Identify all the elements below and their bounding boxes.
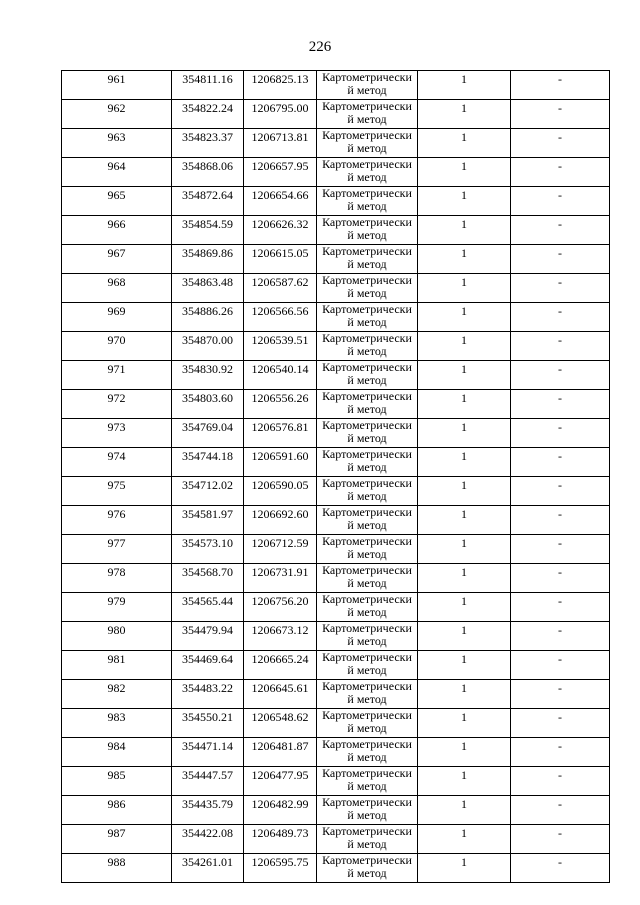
method-text-line: Картометрически — [322, 476, 412, 490]
y-coordinate-cell: 1206825.13 — [244, 71, 317, 100]
method-text-line: й метод — [347, 228, 387, 242]
table-row — [62, 825, 610, 854]
method-text-line: Картометрически — [322, 331, 412, 345]
table-row — [62, 477, 610, 506]
method-text-line: Картометрически — [322, 70, 412, 84]
table-row — [62, 419, 610, 448]
x-coordinate-cell: 354886.26 — [172, 303, 244, 332]
method-cell — [317, 129, 418, 158]
method-text-line: Картометрически — [322, 302, 412, 316]
method-text-line: й метод — [347, 692, 387, 706]
point-number-cell: 968 — [62, 274, 172, 303]
method-cell — [317, 796, 418, 825]
y-coordinate-cell: 1206626.32 — [244, 216, 317, 245]
method-cell — [317, 825, 418, 854]
table-row — [62, 245, 610, 274]
point-number-cell: 980 — [62, 622, 172, 651]
x-coordinate-cell: 354483.22 — [172, 680, 244, 709]
method-text-line: Картометрически — [322, 737, 412, 751]
accuracy-class-cell: 1 — [418, 129, 511, 158]
accuracy-class-cell: 1 — [418, 361, 511, 390]
y-coordinate-cell: 1206731.91 — [244, 564, 317, 593]
point-number-cell: 966 — [62, 216, 172, 245]
point-number-cell: 962 — [62, 100, 172, 129]
page-number: 226 — [308, 39, 332, 55]
x-coordinate-cell: 354471.14 — [172, 738, 244, 767]
table-row — [62, 71, 610, 100]
y-coordinate-cell: 1206713.81 — [244, 129, 317, 158]
method-cell — [317, 71, 418, 100]
method-cell — [317, 622, 418, 651]
method-cell — [317, 738, 418, 767]
method-cell — [317, 274, 418, 303]
point-number-cell: 961 — [62, 71, 172, 100]
accuracy-class-cell: 1 — [418, 187, 511, 216]
accuracy-class-cell: 1 — [418, 593, 511, 622]
note-cell: - — [511, 100, 610, 129]
y-coordinate-cell: 1206590.05 — [244, 477, 317, 506]
note-cell: - — [511, 709, 610, 738]
point-number-cell: 982 — [62, 680, 172, 709]
x-coordinate-cell: 354822.24 — [172, 100, 244, 129]
accuracy-class-cell: 1 — [418, 767, 511, 796]
method-text-line: Картометрически — [322, 853, 412, 867]
y-coordinate-cell: 1206665.24 — [244, 651, 317, 680]
method-text-line: Картометрически — [322, 795, 412, 809]
point-number-cell: 981 — [62, 651, 172, 680]
y-coordinate-cell: 1206556.26 — [244, 390, 317, 419]
x-coordinate-cell: 354830.92 — [172, 361, 244, 390]
method-cell — [317, 361, 418, 390]
accuracy-class-cell: 1 — [418, 216, 511, 245]
method-text-line: й метод — [347, 141, 387, 155]
point-number-cell: 967 — [62, 245, 172, 274]
table-row — [62, 100, 610, 129]
method-cell — [317, 680, 418, 709]
accuracy-class-cell: 1 — [418, 796, 511, 825]
method-cell — [317, 506, 418, 535]
y-coordinate-cell: 1206712.59 — [244, 535, 317, 564]
x-coordinate-cell: 354803.60 — [172, 390, 244, 419]
table-row — [62, 738, 610, 767]
note-cell: - — [511, 854, 610, 883]
method-text-line: Картометрически — [322, 186, 412, 200]
method-cell — [317, 390, 418, 419]
method-text-line: Картометрически — [322, 621, 412, 635]
x-coordinate-cell: 354870.00 — [172, 332, 244, 361]
x-coordinate-cell: 354823.37 — [172, 129, 244, 158]
method-text-line: й метод — [347, 547, 387, 561]
accuracy-class-cell: 1 — [418, 419, 511, 448]
method-cell — [317, 187, 418, 216]
accuracy-class-cell: 1 — [418, 622, 511, 651]
accuracy-class-cell: 1 — [418, 245, 511, 274]
method-text-line: й метод — [347, 344, 387, 358]
method-text-line: й метод — [347, 808, 387, 822]
method-cell — [317, 448, 418, 477]
note-cell: - — [511, 651, 610, 680]
point-number-cell: 985 — [62, 767, 172, 796]
method-text-line: й метод — [347, 837, 387, 851]
note-cell: - — [511, 216, 610, 245]
table-row — [62, 854, 610, 883]
accuracy-class-cell: 1 — [418, 332, 511, 361]
method-text-line: Картометрически — [322, 679, 412, 693]
y-coordinate-cell: 1206576.81 — [244, 419, 317, 448]
x-coordinate-cell: 354863.48 — [172, 274, 244, 303]
table-row — [62, 361, 610, 390]
x-coordinate-cell: 354581.97 — [172, 506, 244, 535]
note-cell: - — [511, 622, 610, 651]
note-cell: - — [511, 187, 610, 216]
method-text-line: й метод — [347, 460, 387, 474]
accuracy-class-cell: 1 — [418, 506, 511, 535]
y-coordinate-cell: 1206756.20 — [244, 593, 317, 622]
accuracy-class-cell: 1 — [418, 738, 511, 767]
method-text-line: й метод — [347, 199, 387, 213]
method-cell — [317, 564, 418, 593]
y-coordinate-cell: 1206548.62 — [244, 709, 317, 738]
x-coordinate-cell: 354872.64 — [172, 187, 244, 216]
note-cell: - — [511, 274, 610, 303]
accuracy-class-cell: 1 — [418, 825, 511, 854]
method-text-line: й метод — [347, 315, 387, 329]
note-cell: - — [511, 680, 610, 709]
method-text-line: й метод — [347, 605, 387, 619]
point-number-cell: 971 — [62, 361, 172, 390]
method-text-line: й метод — [347, 663, 387, 677]
accuracy-class-cell: 1 — [418, 274, 511, 303]
y-coordinate-cell: 1206615.05 — [244, 245, 317, 274]
method-cell — [317, 535, 418, 564]
x-coordinate-cell: 354712.02 — [172, 477, 244, 506]
method-text-line: Картометрически — [322, 534, 412, 548]
point-number-cell: 972 — [62, 390, 172, 419]
method-text-line: й метод — [347, 170, 387, 184]
y-coordinate-cell: 1206591.60 — [244, 448, 317, 477]
coordinates-table-body — [62, 71, 610, 883]
method-text-line: Картометрически — [322, 389, 412, 403]
note-cell: - — [511, 390, 610, 419]
y-coordinate-cell: 1206795.00 — [244, 100, 317, 129]
accuracy-class-cell: 1 — [418, 709, 511, 738]
accuracy-class-cell: 1 — [418, 303, 511, 332]
table-row — [62, 535, 610, 564]
method-cell — [317, 477, 418, 506]
note-cell: - — [511, 796, 610, 825]
method-text-line: Картометрически — [322, 418, 412, 432]
method-text-line: й метод — [347, 257, 387, 271]
accuracy-class-cell: 1 — [418, 477, 511, 506]
accuracy-class-cell: 1 — [418, 680, 511, 709]
y-coordinate-cell: 1206489.73 — [244, 825, 317, 854]
note-cell: - — [511, 738, 610, 767]
method-cell — [317, 100, 418, 129]
method-text-line: й метод — [347, 634, 387, 648]
point-number-cell: 976 — [62, 506, 172, 535]
method-text-line: Картометрически — [322, 592, 412, 606]
method-text-line: Картометрически — [322, 824, 412, 838]
note-cell: - — [511, 361, 610, 390]
y-coordinate-cell: 1206657.95 — [244, 158, 317, 187]
method-text-line: Картометрически — [322, 157, 412, 171]
table-row — [62, 622, 610, 651]
table-row — [62, 680, 610, 709]
y-coordinate-cell: 1206673.12 — [244, 622, 317, 651]
x-coordinate-cell: 354447.57 — [172, 767, 244, 796]
method-cell — [317, 158, 418, 187]
point-number-cell: 986 — [62, 796, 172, 825]
x-coordinate-cell: 354568.70 — [172, 564, 244, 593]
method-cell — [317, 245, 418, 274]
method-cell — [317, 593, 418, 622]
method-text-line: Картометрически — [322, 766, 412, 780]
note-cell: - — [511, 419, 610, 448]
table-row — [62, 709, 610, 738]
table-row — [62, 448, 610, 477]
note-cell: - — [511, 448, 610, 477]
y-coordinate-cell: 1206539.51 — [244, 332, 317, 361]
accuracy-class-cell: 1 — [418, 158, 511, 187]
y-coordinate-cell: 1206595.75 — [244, 854, 317, 883]
point-number-cell: 978 — [62, 564, 172, 593]
method-text-line: й метод — [347, 779, 387, 793]
accuracy-class-cell: 1 — [418, 535, 511, 564]
method-cell — [317, 419, 418, 448]
table-row — [62, 593, 610, 622]
accuracy-class-cell: 1 — [418, 71, 511, 100]
table-row — [62, 158, 610, 187]
note-cell: - — [511, 129, 610, 158]
table-row — [62, 506, 610, 535]
method-cell — [317, 303, 418, 332]
method-text-line: Картометрически — [322, 244, 412, 258]
table-row — [62, 303, 610, 332]
method-text-line: й метод — [347, 866, 387, 880]
method-text-line: Картометрически — [322, 447, 412, 461]
accuracy-class-cell: 1 — [418, 100, 511, 129]
x-coordinate-cell: 354769.04 — [172, 419, 244, 448]
point-number-cell: 984 — [62, 738, 172, 767]
method-cell — [317, 709, 418, 738]
y-coordinate-cell: 1206540.14 — [244, 361, 317, 390]
x-coordinate-cell: 354422.08 — [172, 825, 244, 854]
accuracy-class-cell: 1 — [418, 651, 511, 680]
table-row — [62, 651, 610, 680]
note-cell: - — [511, 303, 610, 332]
x-coordinate-cell: 354854.59 — [172, 216, 244, 245]
accuracy-class-cell: 1 — [418, 448, 511, 477]
method-text-line: й метод — [347, 489, 387, 503]
x-coordinate-cell: 354435.79 — [172, 796, 244, 825]
note-cell: - — [511, 593, 610, 622]
x-coordinate-cell: 354868.06 — [172, 158, 244, 187]
note-cell: - — [511, 158, 610, 187]
point-number-cell: 970 — [62, 332, 172, 361]
x-coordinate-cell: 354744.18 — [172, 448, 244, 477]
point-number-cell: 965 — [62, 187, 172, 216]
method-text-line: й метод — [347, 373, 387, 387]
note-cell: - — [511, 71, 610, 100]
point-number-cell: 977 — [62, 535, 172, 564]
method-text-line: Картометрически — [322, 99, 412, 113]
point-number-cell: 975 — [62, 477, 172, 506]
method-text-line: Картометрически — [322, 360, 412, 374]
x-coordinate-cell: 354550.21 — [172, 709, 244, 738]
method-text-line: Картометрически — [322, 273, 412, 287]
method-text-line: Картометрически — [322, 505, 412, 519]
table-row — [62, 274, 610, 303]
y-coordinate-cell: 1206566.56 — [244, 303, 317, 332]
x-coordinate-cell: 354869.86 — [172, 245, 244, 274]
table-row — [62, 767, 610, 796]
method-text-line: й метод — [347, 286, 387, 300]
note-cell: - — [511, 564, 610, 593]
point-number-cell: 979 — [62, 593, 172, 622]
note-cell: - — [511, 825, 610, 854]
method-text-line: й метод — [347, 721, 387, 735]
method-text-line: й метод — [347, 518, 387, 532]
note-cell: - — [511, 477, 610, 506]
method-text-line: й метод — [347, 83, 387, 97]
y-coordinate-cell: 1206692.60 — [244, 506, 317, 535]
note-cell: - — [511, 535, 610, 564]
method-text-line: Картометрически — [322, 128, 412, 142]
method-cell — [317, 216, 418, 245]
table-row — [62, 564, 610, 593]
point-number-cell: 983 — [62, 709, 172, 738]
method-text-line: й метод — [347, 576, 387, 590]
method-text-line: Картометрически — [322, 215, 412, 229]
note-cell: - — [511, 767, 610, 796]
point-number-cell: 988 — [62, 854, 172, 883]
method-text-line: й метод — [347, 431, 387, 445]
accuracy-class-cell: 1 — [418, 854, 511, 883]
x-coordinate-cell: 354573.10 — [172, 535, 244, 564]
table-row — [62, 332, 610, 361]
note-cell: - — [511, 332, 610, 361]
point-number-cell: 964 — [62, 158, 172, 187]
y-coordinate-cell: 1206482.99 — [244, 796, 317, 825]
method-text-line: Картометрически — [322, 708, 412, 722]
method-text-line: й метод — [347, 402, 387, 416]
x-coordinate-cell: 354811.16 — [172, 71, 244, 100]
y-coordinate-cell: 1206481.87 — [244, 738, 317, 767]
x-coordinate-cell: 354469.64 — [172, 651, 244, 680]
x-coordinate-cell: 354565.44 — [172, 593, 244, 622]
method-cell — [317, 854, 418, 883]
y-coordinate-cell: 1206587.62 — [244, 274, 317, 303]
accuracy-class-cell: 1 — [418, 390, 511, 419]
method-text-line: й метод — [347, 750, 387, 764]
note-cell: - — [511, 506, 610, 535]
point-number-cell: 963 — [62, 129, 172, 158]
point-number-cell: 969 — [62, 303, 172, 332]
point-number-cell: 973 — [62, 419, 172, 448]
method-cell — [317, 651, 418, 680]
table-row — [62, 796, 610, 825]
point-number-cell: 974 — [62, 448, 172, 477]
table-row — [62, 187, 610, 216]
accuracy-class-cell: 1 — [418, 564, 511, 593]
method-text-line: Картометрически — [322, 650, 412, 664]
method-cell — [317, 332, 418, 361]
method-cell — [317, 767, 418, 796]
note-cell: - — [511, 245, 610, 274]
point-number-cell: 987 — [62, 825, 172, 854]
method-text-line: Картометрически — [322, 563, 412, 577]
method-text-line: й метод — [347, 112, 387, 126]
coordinates-table — [61, 70, 610, 883]
y-coordinate-cell: 1206477.95 — [244, 767, 317, 796]
table-row — [62, 390, 610, 419]
y-coordinate-cell: 1206645.61 — [244, 680, 317, 709]
table-row — [62, 129, 610, 158]
x-coordinate-cell: 354479.94 — [172, 622, 244, 651]
y-coordinate-cell: 1206654.66 — [244, 187, 317, 216]
table-row — [62, 216, 610, 245]
x-coordinate-cell: 354261.01 — [172, 854, 244, 883]
